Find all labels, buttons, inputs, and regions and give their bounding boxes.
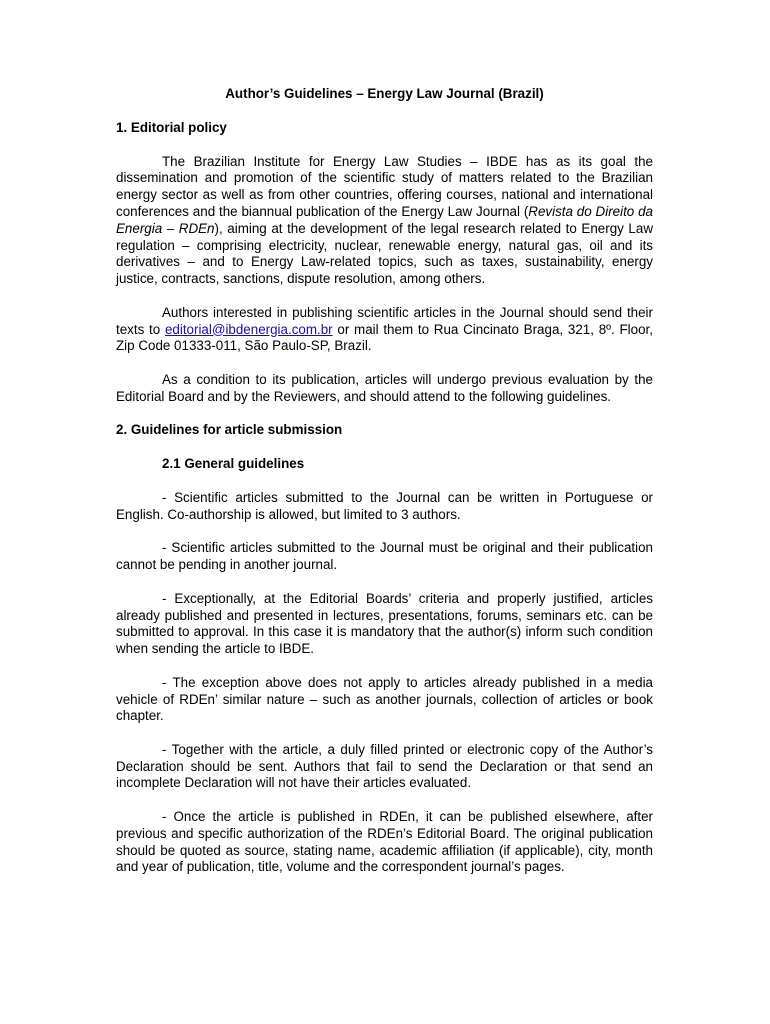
guideline-item-declaration: - Together with the article, a duly filled printed or electronic copy of the Author’s Declaration should be sent. Authors that fail to send the Declaration or that send an incomplete Declaration will not have their articles evaluated. (116, 741, 653, 791)
guideline-item-exception-limit: - The exception above does not apply to articles already published in a media vehicle of RDEn’ similar nature – such as another journals, collection of articles or book chapter. (116, 674, 653, 724)
paragraph-text: ), aiming at the development of the legal research related to Energy Law regulation – comprising electricity, nuclear, renewable energy, natural gas, oil and its derivatives – and to Energy Law-related topics, such as taxes, sustainability, energy justice, contracts, sanctions, dispute resolution, among others. (116, 220, 653, 287)
guideline-item-originality: - Scientific articles submitted to the Journal must be original and their publication cannot be pending in another journal. (116, 540, 653, 573)
editorial-email-link[interactable]: editorial@ibdenergia.com.br (164, 321, 333, 337)
section-heading-guidelines: 2. Guidelines for article submission (116, 422, 343, 438)
document-page (116, 86, 653, 893)
paragraph-text: or mail them to Rua Cincinato Braga, 321, 8º. Floor, Zip Code 01333-011, São Paulo-SP, Brazil. (116, 321, 653, 354)
paragraph-evaluation-condition: As a condition to its publication, articles will undergo previous evaluation by the Editorial Board and by the Reviewers, and should attend to the following guidelines. (116, 371, 653, 404)
paragraph-text: Authors interested in publishing scientific articles in the Journal should send their texts to (116, 304, 653, 337)
journal-name-italic: Revista do Direito da Energia – RDEn (116, 203, 654, 236)
paragraph-text: The Brazilian Institute for Energy Law Studies – IBDE has as its goal the dissemination and promotion of the scientific study of matters related to the Brazilian energy sector as well as from other countries, offering courses, national and international conferences and the biannual publication of the Energy Law Journal ( (116, 153, 653, 219)
paragraph-submission-contact (116, 305, 653, 355)
section-heading-editorial-policy: 1. Editorial policy (116, 119, 227, 135)
guideline-item-exception: - Exceptionally, at the Editorial Boards’ criteria and properly justified, articles already published and presented in lectures, presentations, forums, seminars etc. can be submitted to approval. In this case it is mandatory that the author(s) inform such condition when sending the article to IBDE. (116, 590, 653, 657)
paragraph-ibde-goal (116, 154, 653, 288)
document-title: Author’s Guidelines – Energy Law Journal (Brazil) (225, 86, 544, 101)
guideline-item-republication: - Once the article is published in RDEn, it can be published elsewhere, after previous and specific authorization of the RDEn’s Editorial Board. The original publication should be quoted as source, stating name, academic affiliation (if applicable), city, month and year of publication, title, volume and the correspondent journal’s pages. (116, 809, 653, 875)
subsection-heading-general-guidelines: 2.1 General guidelines (162, 456, 305, 472)
guideline-item-language: - Scientific articles submitted to the Journal can be written in Portuguese or English. Co-authorship is allowed, but limited to 3 authors. (116, 489, 653, 522)
